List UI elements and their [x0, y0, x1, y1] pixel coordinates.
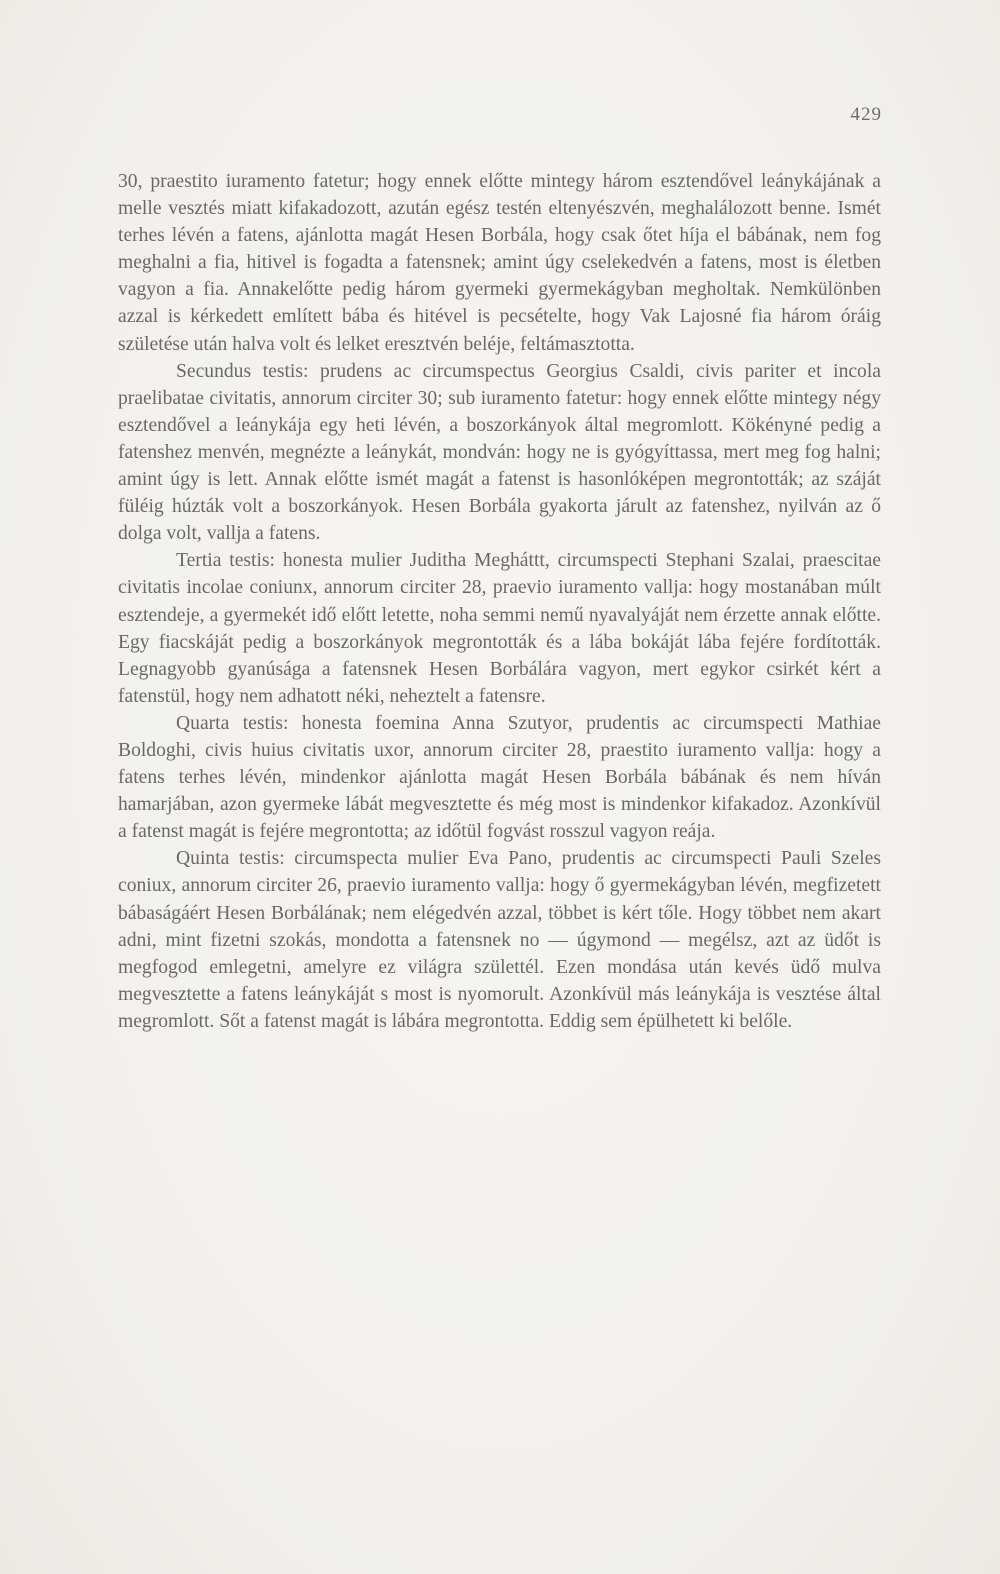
- paragraph-first-testimony: 30, praestito iuramento fatetur; hogy ennek előtte mintegy három esztendővel leánykájának a melle vesztés miatt kifakadozott, azután egész testén eltenyészvén, meghalálozott benne. Ismét terhes lévén a fatens, ajánlotta magát Hesen Borbála, hogy csak őtet híja el bábának, nem fog meghalni a fia, hitivel is fogadta a fatensnek; amint úgy cselekedvén a fatens, most is életben vagyon a fia. Annakelőtte pedig három gyermeki gyermekágyban megholtak. Nemkülönben azzal is kérkedett említett bába és hitével is pecsételte, hogy Vak Lajosné fia három óráig születése után halva volt és lelket eresztvén beléje, feltámasztotta.: [118, 171, 881, 355]
- body-text: [118, 168, 881, 1035]
- paragraph-tertia-testis: Tertia testis: honesta mulier Juditha Megháttt, circumspecti Stephani Szalai, praescitae civitatis incolae coniunx, annorum circiter 28, praevio iuramento vallja: hogy mostanában múlt esztendeje, a gyermekét idő előtt letette, noha semmi nemű nyavalyáját nem érzette annak előtte. Egy fiacskáját pedig a boszorkányok megrontották és a lába bokáját lába fejére fordították. Legnagyobb gyanúsága a fatensnek Hesen Borbálára vagyon, mert egykor csirkét kért a fatenstül, hogy nem adhatott néki, neheztelt a fatensre.: [118, 550, 881, 707]
- paragraph-secundus-testis: Secundus testis: prudens ac circumspectus Georgius Csaldi, civis pariter et incola praelibatae civitatis, annorum circiter 30; sub iuramento fatetur: hogy ennek előtte mintegy négy esztendővel a leánykája egy heti lévén, a boszorkányok által megromlott. Kökényné pedig a fatenshez menvén, megnézte a leánykát, mondván: hogy ne is gyógyíttassa, mert meg fog halni; amint úgy is lett. Annak előtte ismét magát a fatenst is hasonlóképen megrontották; az száját füléig húzták volt a boszorkányok. Hesen Borbála gyakorta járult az fatenshez, nyilván az ő dolga volt, vallja a fatens.: [118, 360, 881, 545]
- page-number: 429: [850, 104, 882, 125]
- paragraph-quinta-testis: Quinta testis: circumspecta mulier Eva Pano, prudentis ac circumspecti Pauli Szeles coniux, annorum circiter 26, praevio iuramento vallja: hogy ő gyermekágyban lévén, megfizetett bábaságáért Hesen Borbálának; nem elégedvén azzal, többet is kért tőle. Hogy többet nem akart adni, mint fizetni szokás, mondotta a fatensnek no — úgymond — megélsz, azt az üdőt is megfogod emlegetni, amelyre ez világra születtél. Ezen mondása után kevés üdő mulva megvesztette a fatens leánykáját s most is nyomorult. Azonkívül más leánykája is vesztése által megromlott. Sőt a fatenst magát is lábára megrontotta. Eddig sem épülhetett ki belőle.: [118, 848, 881, 1032]
- paragraph-quarta-testis: Quarta testis: honesta foemina Anna Szutyor, prudentis ac circumspecti Mathiae Boldoghi, civis huius civitatis uxor, annorum circiter 28, praestito iuramento vallja: hogy a fatens terhes lévén, mindenkor ajánlotta magát Hesen Borbála bábának és nem híván hamarjában, azon gyermeke lábát megvesztette és még most is mindenkor kifakadoz. Azonkívül a fatenst magát is fejére megrontotta; az időtül fogvást rosszul vagyon reája.: [118, 712, 881, 843]
